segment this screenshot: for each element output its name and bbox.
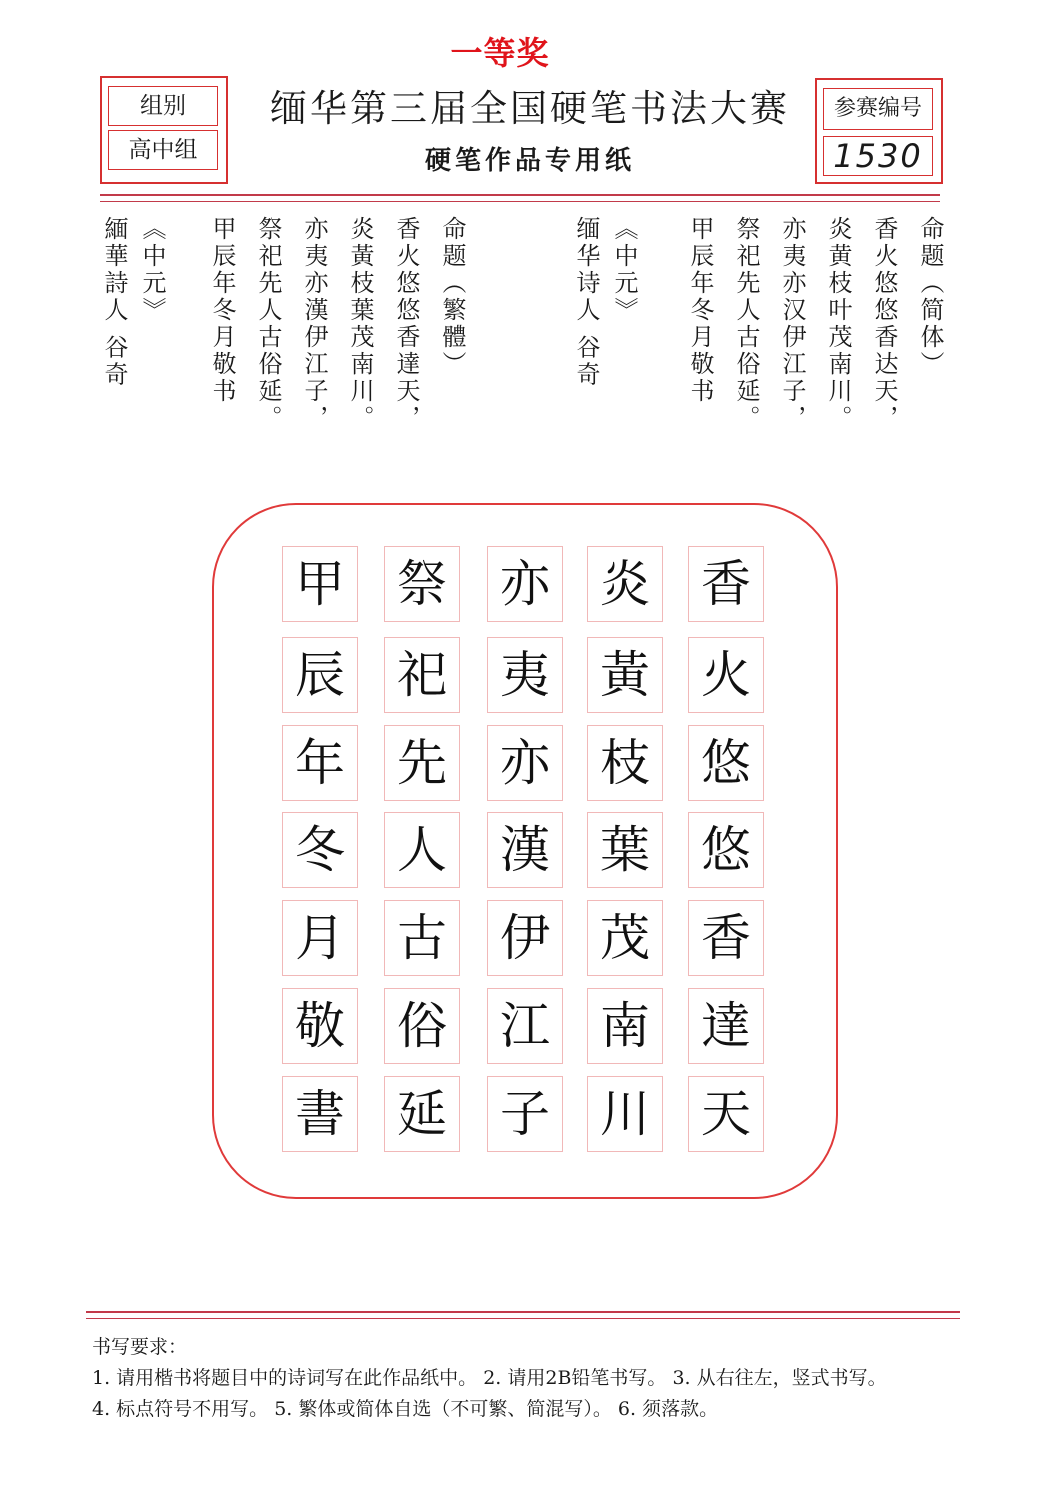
footer-rule-bottom bbox=[86, 1318, 960, 1319]
grid-character: 夷 bbox=[487, 637, 563, 713]
poem-column: 緬華詩人 谷奇 bbox=[100, 216, 128, 389]
grid-character: 祀 bbox=[384, 637, 460, 713]
grid-character: 漢 bbox=[487, 812, 563, 888]
requirements-line-1: 1. 请用楷书将题目中的诗词写在此作品纸中。 2. 请用2B铅笔书写。 3. 从右往左，竖式书写。 bbox=[92, 1367, 887, 1389]
grid-character: 書 bbox=[282, 1076, 358, 1152]
poem-column: 缅华诗人 谷奇 bbox=[572, 216, 600, 389]
poem-column: 祭祀先人古俗延。 bbox=[254, 216, 282, 432]
grid-character: 俗 bbox=[384, 988, 460, 1064]
group-value: 高中组 bbox=[108, 130, 218, 170]
grid-character: 南 bbox=[587, 988, 663, 1064]
poem-column: 炎黃枝葉茂南川。 bbox=[346, 216, 374, 432]
grid-character: 香 bbox=[688, 546, 764, 622]
poem-column: 《中元》 bbox=[138, 216, 166, 324]
grid-character: 伊 bbox=[487, 900, 563, 976]
entry-number-value: 1530 bbox=[823, 136, 933, 176]
group-box bbox=[100, 76, 228, 184]
footer-rule-top bbox=[86, 1311, 960, 1313]
grid-character: 悠 bbox=[688, 725, 764, 801]
grid-character: 延 bbox=[384, 1076, 460, 1152]
grid-character: 先 bbox=[384, 725, 460, 801]
header-rule-bottom bbox=[100, 201, 940, 202]
grid-character: 冬 bbox=[282, 812, 358, 888]
grid-character: 亦 bbox=[487, 725, 563, 801]
grid-character: 炎 bbox=[587, 546, 663, 622]
grid-character: 香 bbox=[688, 900, 764, 976]
poem-column: 香火悠悠香達天， bbox=[392, 216, 420, 432]
grid-character: 子 bbox=[487, 1076, 563, 1152]
grid-character: 敬 bbox=[282, 988, 358, 1064]
grid-character: 年 bbox=[282, 725, 358, 801]
grid-character: 葉 bbox=[587, 812, 663, 888]
poem-column: 命题（繁體） bbox=[438, 216, 466, 378]
grid-character: 甲 bbox=[282, 546, 358, 622]
poem-column: 炎黄枝叶茂南川。 bbox=[824, 216, 852, 432]
grid-character: 達 bbox=[688, 988, 764, 1064]
grid-character: 亦 bbox=[487, 546, 563, 622]
paper-subtitle: 硬笔作品专用纸 bbox=[424, 146, 635, 176]
poem-column: 香火悠悠香达天， bbox=[870, 216, 898, 432]
requirements-title: 书写要求： bbox=[92, 1336, 188, 1358]
grid-character: 火 bbox=[688, 637, 764, 713]
group-label: 组别 bbox=[108, 86, 218, 126]
competition-title: 缅华第三届全国硬笔书法大赛 bbox=[270, 87, 790, 130]
header-rule-top bbox=[100, 194, 940, 196]
poem-column: 《中元》 bbox=[610, 216, 638, 324]
entry-number-label: 参赛编号 bbox=[823, 88, 933, 130]
grid-character: 月 bbox=[282, 900, 358, 976]
grid-character: 古 bbox=[384, 900, 460, 976]
grid-character: 黃 bbox=[587, 637, 663, 713]
poem-column: 亦夷亦汉伊江子， bbox=[778, 216, 806, 432]
award-stamp: 一等奖 bbox=[450, 34, 550, 72]
poem-column: 祭祀先人古俗延。 bbox=[732, 216, 760, 432]
grid-character: 悠 bbox=[688, 812, 764, 888]
poem-column: 甲辰年冬月敬书 bbox=[686, 216, 714, 405]
grid-character: 枝 bbox=[587, 725, 663, 801]
grid-character: 祭 bbox=[384, 546, 460, 622]
grid-character: 川 bbox=[587, 1076, 663, 1152]
requirements-line-2: 4. 标点符号不用写。 5. 繁体或简体自选（不可繁、简混写）。 6. 须落款。 bbox=[92, 1398, 719, 1420]
grid-character: 天 bbox=[688, 1076, 764, 1152]
poem-column: 甲辰年冬月敬书 bbox=[208, 216, 236, 405]
grid-character: 茂 bbox=[587, 900, 663, 976]
poem-column: 命题（简体） bbox=[916, 216, 944, 378]
entry-number-box bbox=[815, 78, 943, 184]
poem-column: 亦夷亦漢伊江子， bbox=[300, 216, 328, 432]
grid-character: 辰 bbox=[282, 637, 358, 713]
grid-character: 人 bbox=[384, 812, 460, 888]
grid-character: 江 bbox=[487, 988, 563, 1064]
